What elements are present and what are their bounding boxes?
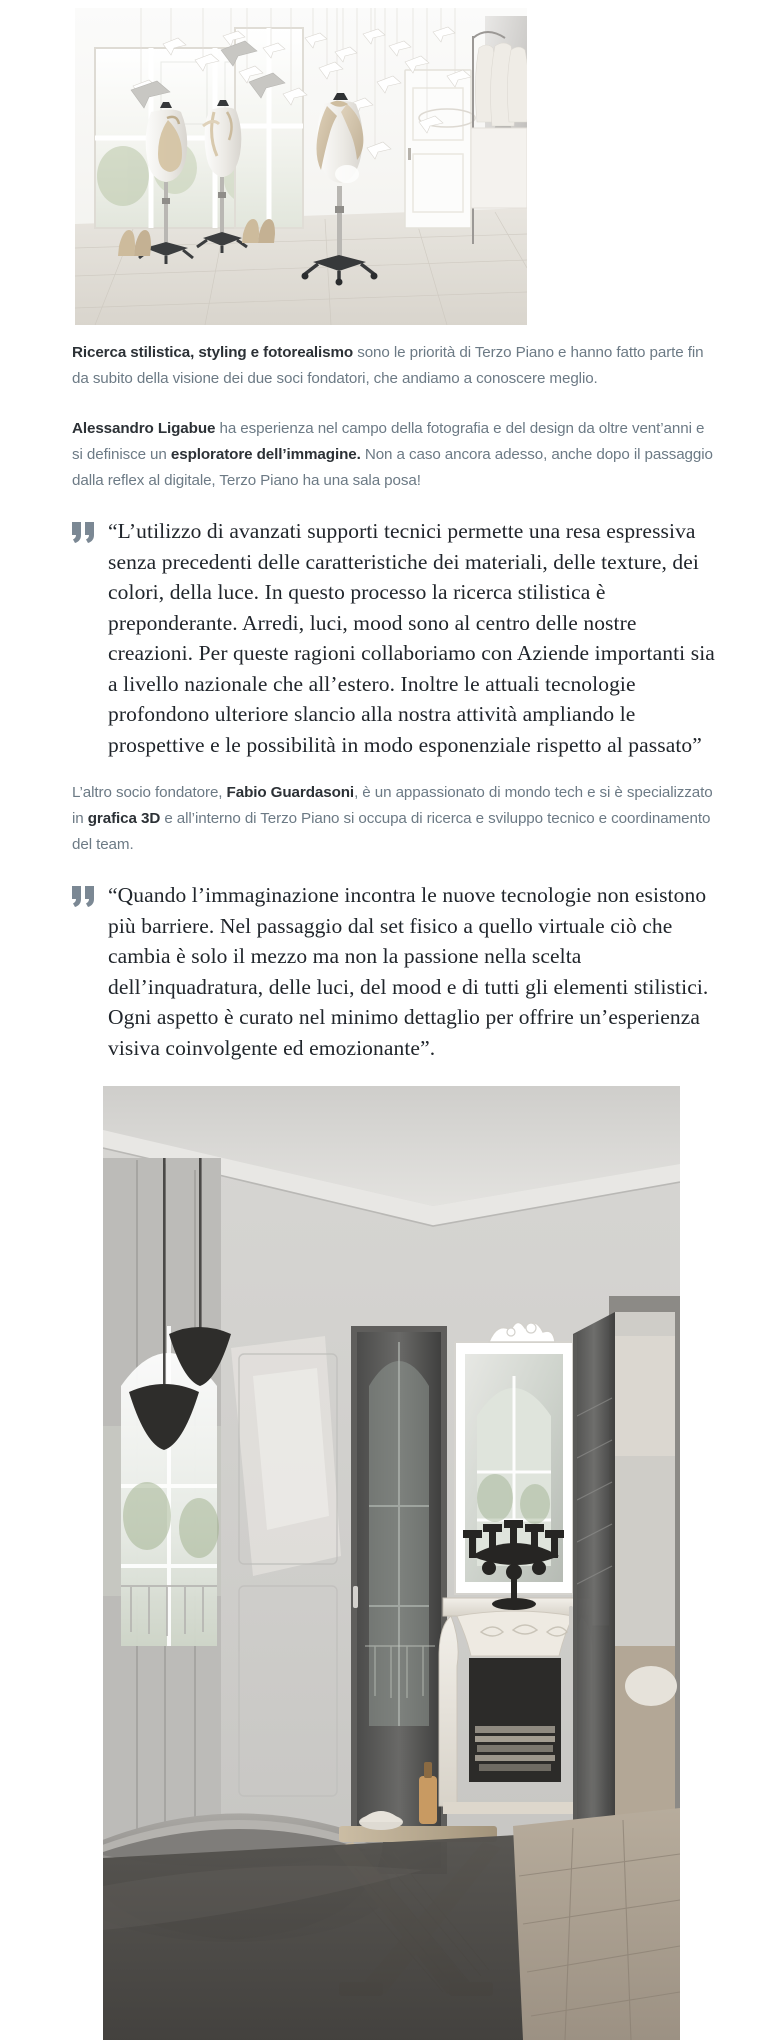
- bathroom-illustration: [103, 1086, 680, 2040]
- paragraph-guardasoni: [72, 780, 716, 858]
- body-text: , è un appassionato di mondo tech e si è specializzato in: [72, 784, 713, 827]
- emphasis-text: Fabio Guardasoni: [226, 784, 355, 801]
- showroom-illustration: [75, 8, 527, 325]
- body-text: e all’interno di Terzo Piano si occupa di ricerca e sviluppo tecnico e coordinamento del team.: [72, 810, 711, 853]
- article-body: [72, 340, 716, 1087]
- emphasis-text: grafica 3D: [87, 810, 161, 827]
- pivot-door-open: [569, 1296, 680, 1876]
- pull-quote-text: “L’utilizzo di avanzati supporti tecnici permette una resa espressiva senza precedenti delle caratteristiche dei materiali, delle texture, dei colori, della luce. In questo processo la ricerca stilistica è preponderante. Arredi, luci, mood sono al centro delle nostre creazioni. Per queste ragioni collaboriamo con Aziende importanti sia a livello nazionale che all’estero. Inoltre le attuali tecnologie profondono ulteriore slancio alla nostra attività ampliando le prospettive e le possibilità in modo esponenziale rispetto al passato”: [108, 519, 715, 757]
- quote-marks-icon: [72, 519, 98, 543]
- emphasis-text: Ricerca stilistica, styling e fotorealismo: [72, 344, 354, 361]
- emphasis-text: esploratore dell’immagine.: [170, 446, 361, 463]
- quote-marks-glyph: [72, 886, 96, 907]
- showroom-photo: [75, 8, 527, 325]
- pull-quote-ligabue: [72, 516, 716, 760]
- pull-quote-guardasoni: [72, 880, 716, 1063]
- body-text: sono le priorità di Terzo Piano e hanno fatto parte fin da subito della visione dei due soci fondatori, che andiamo a conoscere meglio.: [72, 344, 704, 387]
- body-text: ha esperienza nel campo della fotografia e del design da oltre vent’anni e si definisce un: [72, 420, 705, 463]
- emphasis-text: Alessandro Ligabue: [72, 420, 216, 437]
- bathroom-photo: [103, 1086, 680, 2040]
- paragraph-intro: [72, 340, 716, 392]
- body-text: L’altro socio fondatore,: [72, 784, 227, 801]
- quote-marks-glyph: [72, 522, 96, 543]
- pull-quote-text: “Quando l’immaginazione incontra le nuove tecnologie non esistono più barriere. Nel passaggio dal set fisico a quello virtuale ciò che cambia è solo il mezzo ma non la passione nella scelta dell’inquadratura, delle luci, del mood e di tutti gli elementi stilistici. Ogni aspetto è curato nel minimo dettaglio per offrire un’esperienza visiva coinvolgente ed emozionante”.: [108, 883, 709, 1060]
- paragraph-ligabue: [72, 416, 716, 494]
- quote-marks-icon: [72, 883, 98, 907]
- body-text: Non a caso ancora adesso, anche dopo il passaggio dalla reflex al digitale, Terzo Piano ha una sala posa!: [72, 446, 713, 489]
